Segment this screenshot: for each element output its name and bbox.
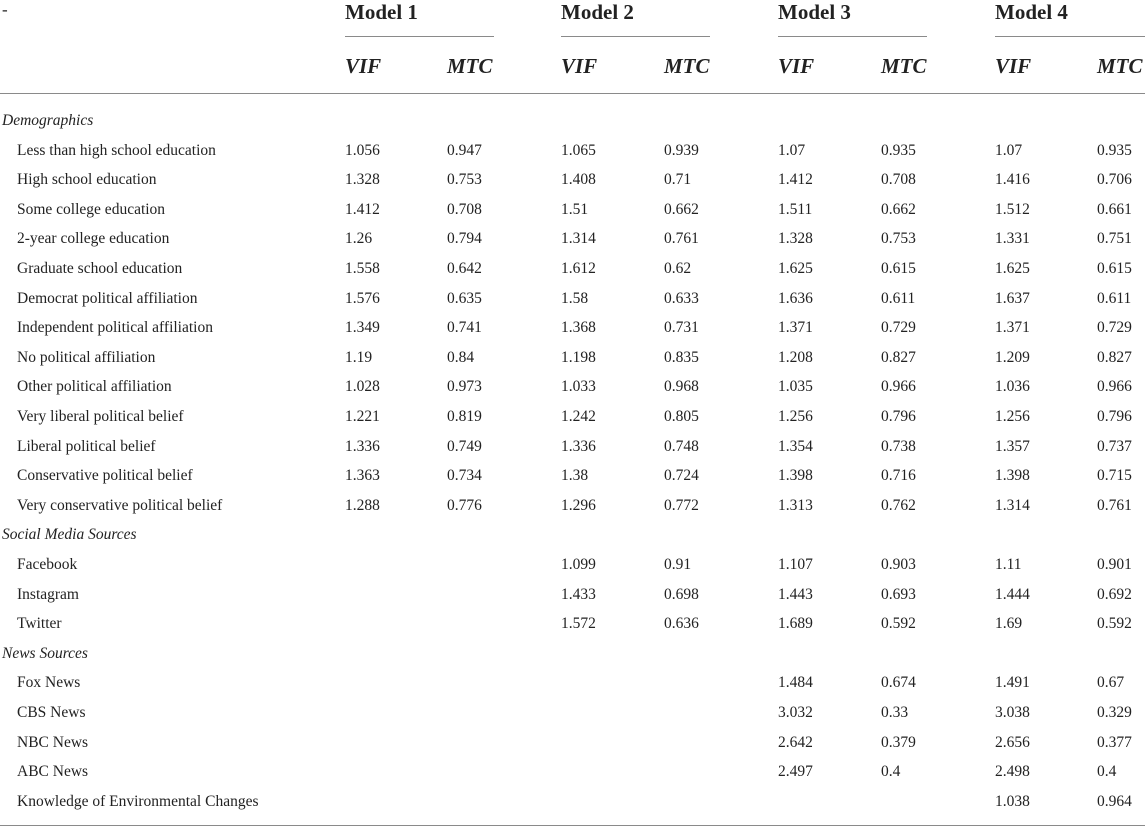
vif-cell: 1.242 — [561, 408, 596, 425]
vif-cell: 1.328 — [345, 171, 380, 189]
mtc-cell: 0.751 — [1097, 230, 1132, 248]
vif-cell: 1.336 — [345, 437, 380, 455]
vif-cell: 1.412 — [778, 171, 813, 189]
mtc-cell: 0.706 — [1097, 171, 1132, 189]
vif-cell: 1.576 — [345, 289, 380, 307]
mtc-cell: 0.729 — [881, 319, 916, 337]
vif-cell: 1.256 — [995, 408, 1030, 425]
vif-cell: 1.26 — [345, 230, 373, 248]
vif-cell: 1.416 — [995, 171, 1030, 189]
table-row — [0, 290, 1145, 319]
vif-cell: 1.689 — [778, 615, 813, 633]
vif-cell: 1.354 — [778, 437, 813, 455]
row-label: Very liberal political belief — [17, 408, 184, 425]
vif-cell: 1.512 — [995, 200, 1030, 218]
vif-cell: 1.07 — [995, 141, 1023, 159]
mtc-cell: 0.724 — [664, 467, 699, 485]
table-row — [0, 438, 1145, 467]
mtc-cell: 0.762 — [881, 496, 916, 514]
mtc-cell: 0.661 — [1097, 200, 1132, 218]
mtc-header: MTC — [447, 54, 493, 78]
vif-cell: 3.038 — [995, 704, 1030, 721]
row-label: CBS News — [17, 704, 86, 721]
mtc-cell: 0.715 — [1097, 467, 1132, 485]
vif-cell: 1.296 — [561, 496, 596, 514]
mtc-cell: 0.693 — [881, 585, 916, 603]
mtc-cell: 0.741 — [447, 319, 482, 337]
table-row — [0, 230, 1145, 259]
vif-cell: 1.484 — [778, 674, 813, 692]
vif-cell: 1.107 — [778, 556, 813, 573]
mtc-cell: 0.377 — [1097, 733, 1132, 751]
table-row — [0, 704, 1145, 733]
section-row — [0, 112, 1145, 141]
mtc-cell: 0.615 — [1097, 260, 1132, 277]
mtc-cell: 0.827 — [881, 348, 916, 366]
mtc-cell: 0.708 — [447, 200, 482, 218]
table-row — [0, 467, 1145, 496]
vif-header: VIF — [561, 54, 598, 78]
vif-cell: 1.371 — [778, 319, 813, 337]
mtc-cell: 0.761 — [1097, 496, 1132, 514]
mtc-cell: 0.716 — [881, 467, 916, 485]
model-2-title: Model 2 — [561, 0, 634, 24]
vif-cell: 1.625 — [995, 260, 1030, 277]
mtc-cell: 0.753 — [447, 171, 482, 189]
row-label: Twitter — [17, 615, 62, 633]
row-label: ABC News — [17, 763, 89, 781]
mtc-cell: 0.935 — [1097, 141, 1132, 159]
mtc-cell: 0.966 — [881, 378, 916, 396]
vif-cell: 1.208 — [778, 348, 813, 366]
vif-cell: 3.032 — [778, 704, 813, 721]
table-row — [0, 586, 1145, 615]
row-label: Independent political affiliation — [17, 319, 213, 337]
corner-dash: - — [2, 0, 8, 19]
model-2-underline — [561, 36, 710, 37]
table-row — [0, 763, 1145, 792]
table-row — [0, 556, 1145, 585]
mtc-cell: 0.662 — [664, 200, 699, 218]
vif-cell: 1.371 — [995, 319, 1030, 337]
vif-cell: 1.368 — [561, 319, 596, 337]
mtc-cell: 0.835 — [664, 348, 699, 366]
vif-cell: 1.065 — [561, 141, 596, 159]
mtc-cell: 0.819 — [447, 408, 482, 425]
vif-cell: 1.221 — [345, 408, 380, 425]
table-bottom-rule — [0, 825, 1145, 826]
mtc-cell: 0.805 — [664, 408, 699, 425]
mtc-cell: 0.611 — [1097, 289, 1132, 307]
mtc-header: MTC — [881, 54, 927, 78]
mtc-cell: 0.633 — [664, 289, 699, 307]
mtc-cell: 0.734 — [447, 467, 482, 485]
model-3-title: Model 3 — [778, 0, 851, 24]
row-label: Other political affiliation — [17, 378, 172, 396]
table-row — [0, 793, 1145, 822]
vif-cell: 1.035 — [778, 378, 813, 396]
section-label: News Sources — [2, 644, 88, 662]
mtc-cell: 0.947 — [447, 141, 482, 159]
vif-cell: 1.637 — [995, 289, 1030, 307]
row-label: Less than high school education — [17, 141, 216, 159]
row-label: High school education — [17, 171, 157, 189]
header-bottom-rule — [0, 93, 1145, 94]
mtc-cell: 0.4 — [1097, 763, 1117, 781]
vif-cell: 1.444 — [995, 585, 1030, 603]
mtc-cell: 0.91 — [664, 556, 692, 573]
vif-cell: 2.642 — [778, 733, 813, 751]
mtc-cell: 0.738 — [881, 437, 916, 455]
mtc-cell: 0.749 — [447, 437, 482, 455]
vif-cell: 1.572 — [561, 615, 596, 633]
table-row — [0, 378, 1145, 407]
table-row — [0, 201, 1145, 230]
vif-cell: 1.38 — [561, 467, 589, 485]
vif-cell: 1.328 — [778, 230, 813, 248]
vif-cell: 1.636 — [778, 289, 813, 307]
mtc-cell: 0.966 — [1097, 378, 1132, 396]
mtc-cell: 0.935 — [881, 141, 916, 159]
table-row — [0, 260, 1145, 289]
vif-cell: 2.497 — [778, 763, 813, 781]
model-4-title: Model 4 — [995, 0, 1068, 24]
mtc-cell: 0.592 — [881, 615, 916, 633]
vif-cell: 1.099 — [561, 556, 596, 573]
mtc-cell: 0.753 — [881, 230, 916, 248]
vif-cell: 1.433 — [561, 585, 596, 603]
vif-cell: 1.69 — [995, 615, 1023, 633]
model-4-underline — [995, 36, 1145, 37]
mtc-cell: 0.71 — [664, 171, 692, 189]
vif-cell: 1.331 — [995, 230, 1030, 248]
row-label: Democrat political affiliation — [17, 289, 198, 307]
vif-cell: 1.398 — [778, 467, 813, 485]
vif-cell: 1.038 — [995, 792, 1030, 810]
vif-cell: 1.558 — [345, 260, 380, 277]
row-label: Instagram — [17, 585, 79, 603]
mtc-cell: 0.615 — [881, 260, 916, 277]
table-row — [0, 497, 1145, 526]
mtc-cell: 0.592 — [1097, 615, 1132, 633]
vif-cell: 1.256 — [778, 408, 813, 425]
vif-cell: 1.58 — [561, 289, 589, 307]
table-row — [0, 142, 1145, 171]
vif-cell: 1.625 — [778, 260, 813, 277]
mtc-cell: 0.84 — [447, 348, 475, 366]
row-label: NBC News — [17, 733, 89, 751]
table-row — [0, 171, 1145, 200]
vif-cell: 1.357 — [995, 437, 1030, 455]
model-1-underline — [345, 36, 494, 37]
mtc-cell: 0.611 — [881, 289, 916, 307]
vif-cell: 1.056 — [345, 141, 380, 159]
mtc-cell: 0.731 — [664, 319, 699, 337]
mtc-cell: 0.329 — [1097, 704, 1132, 721]
mtc-cell: 0.827 — [1097, 348, 1132, 366]
row-label: Facebook — [17, 556, 78, 573]
mtc-cell: 0.964 — [1097, 792, 1132, 810]
row-label: 2-year college education — [17, 230, 170, 248]
vif-header: VIF — [995, 54, 1032, 78]
mtc-cell: 0.379 — [881, 733, 916, 751]
vif-header: VIF — [345, 54, 382, 78]
section-label: Demographics — [2, 112, 94, 129]
mtc-cell: 0.794 — [447, 230, 482, 248]
table-row — [0, 319, 1145, 348]
mtc-cell: 0.636 — [664, 615, 699, 633]
model-3-underline — [778, 36, 927, 37]
vif-cell: 1.036 — [995, 378, 1030, 396]
mtc-cell: 0.737 — [1097, 437, 1132, 455]
vif-cell: 1.363 — [345, 467, 380, 485]
vif-cell: 2.498 — [995, 763, 1030, 781]
vif-cell: 1.491 — [995, 674, 1030, 692]
mtc-cell: 0.635 — [447, 289, 482, 307]
mtc-cell: 0.772 — [664, 496, 699, 514]
vif-cell: 1.511 — [778, 200, 813, 218]
vif-cell: 1.288 — [345, 496, 380, 514]
mtc-cell: 0.708 — [881, 171, 916, 189]
mtc-cell: 0.4 — [881, 763, 901, 781]
vif-cell: 1.412 — [345, 200, 380, 218]
mtc-cell: 0.67 — [1097, 674, 1125, 692]
vif-cell: 1.209 — [995, 348, 1030, 366]
table-row — [0, 734, 1145, 763]
mtc-cell: 0.796 — [1097, 408, 1132, 425]
vif-cell: 1.028 — [345, 378, 380, 396]
model-1-title: Model 1 — [345, 0, 418, 24]
mtc-cell: 0.901 — [1097, 556, 1132, 573]
row-label: Conservative political belief — [17, 467, 193, 485]
vif-cell: 1.07 — [778, 141, 806, 159]
mtc-cell: 0.674 — [881, 674, 916, 692]
row-label: Liberal political belief — [17, 437, 156, 455]
row-label: Fox News — [17, 674, 81, 692]
vif-cell: 1.314 — [995, 496, 1030, 514]
vif-header: VIF — [778, 54, 815, 78]
mtc-cell: 0.33 — [881, 704, 909, 721]
table-row — [0, 674, 1145, 703]
mtc-cell: 0.698 — [664, 585, 699, 603]
mtc-cell: 0.748 — [664, 437, 699, 455]
vif-cell: 1.408 — [561, 171, 596, 189]
mtc-cell: 0.662 — [881, 200, 916, 218]
row-label: Graduate school education — [17, 260, 183, 277]
vif-cell: 1.314 — [561, 230, 596, 248]
mtc-cell: 0.903 — [881, 556, 916, 573]
vif-cell: 1.19 — [345, 348, 373, 366]
mtc-cell: 0.642 — [447, 260, 482, 277]
mtc-cell: 0.973 — [447, 378, 482, 396]
table-row — [0, 349, 1145, 378]
mtc-header: MTC — [664, 54, 710, 78]
mtc-cell: 0.776 — [447, 496, 482, 514]
vif-cell: 1.313 — [778, 496, 813, 514]
vif-cell: 1.443 — [778, 585, 813, 603]
mtc-cell: 0.62 — [664, 260, 692, 277]
vif-cell: 1.336 — [561, 437, 596, 455]
mtc-cell: 0.761 — [664, 230, 699, 248]
mtc-cell: 0.729 — [1097, 319, 1132, 337]
row-label: No political affiliation — [17, 348, 156, 366]
vif-cell: 1.51 — [561, 200, 589, 218]
vif-cell: 1.349 — [345, 319, 380, 337]
section-row — [0, 526, 1145, 555]
vif-cell: 1.398 — [995, 467, 1030, 485]
section-label: Social Media Sources — [2, 526, 137, 544]
mtc-cell: 0.692 — [1097, 585, 1132, 603]
vif-cell: 2.656 — [995, 733, 1030, 751]
vif-cell: 1.033 — [561, 378, 596, 396]
vif-cell: 1.612 — [561, 260, 596, 277]
row-label: Knowledge of Environmental Changes — [17, 792, 259, 810]
table-row — [0, 408, 1145, 437]
vif-cell: 1.11 — [995, 556, 1022, 573]
vif-cell: 1.198 — [561, 348, 596, 366]
mtc-cell: 0.939 — [664, 141, 699, 159]
section-row — [0, 645, 1145, 674]
row-label: Some college education — [17, 200, 166, 218]
row-label: Very conservative political belief — [17, 496, 223, 514]
mtc-cell: 0.796 — [881, 408, 916, 425]
table-row — [0, 615, 1145, 644]
mtc-cell: 0.968 — [664, 378, 699, 396]
mtc-header: MTC — [1097, 54, 1143, 78]
